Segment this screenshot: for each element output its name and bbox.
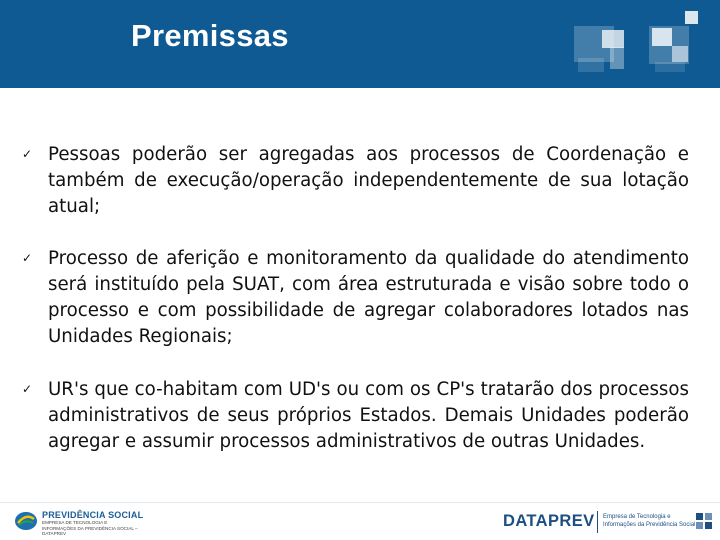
previdencia-logo-icon — [14, 511, 38, 531]
checkmark-icon: ✓ — [22, 382, 33, 396]
dataprev-logo-text: DATAPREV — [503, 512, 595, 530]
previdencia-name: PREVIDÊNCIA SOCIAL — [42, 510, 144, 520]
dataprev-tagline: Empresa de Tecnologia e Informações da Previdência Social — [603, 514, 696, 528]
checkmark-icon: ✓ — [22, 147, 33, 161]
list-item — [22, 142, 689, 220]
checkmark-icon: ✓ — [22, 251, 33, 265]
list-item — [22, 246, 689, 350]
dataprev-mark-icon — [696, 513, 712, 529]
dataprev-separator — [597, 511, 598, 533]
footer-divider — [0, 502, 720, 503]
slide-title: Premissas — [131, 18, 289, 53]
list-item — [22, 377, 689, 455]
previdencia-subtitle: EMPRESA DE TECNOLOGIA E INFORMAÇÕES DA PREVIDÊNCIA SOCIAL – DATAPREV — [42, 520, 138, 536]
bullet-text: Processo de aferição e monitoramento da qualidade do atendimento será instituído pela SUAT, com área estruturada e visão sobre todo o processo e com possibilidade de agregar colaboradores lotados nas Unidades Regionais; — [48, 248, 689, 347]
bullet-text: Pessoas poderão ser agregadas aos processos de Coordenação e também de execução/operação independentemente de sua lotação atual; — [48, 144, 689, 217]
bullet-text: UR's que co-habitam com UD's ou com os CP's tratarão dos processos administrativos de seus próprios Estados. Demais Unidades poderão agregar e assumir processos administrativos de outras Unidades. — [48, 379, 689, 452]
